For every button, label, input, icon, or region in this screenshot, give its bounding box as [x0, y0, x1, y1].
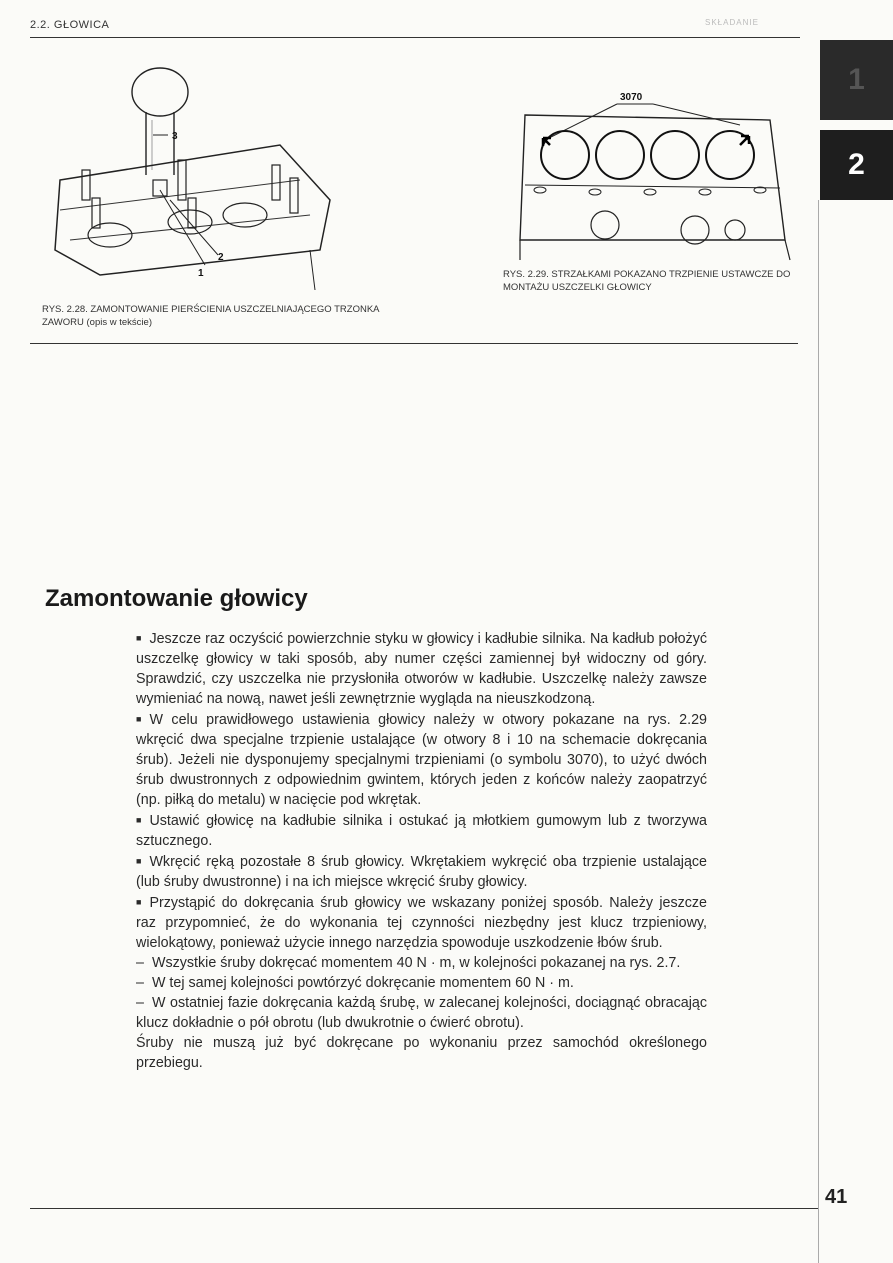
bullet-marker: ■ [136, 815, 142, 825]
callout-1: 1 [198, 268, 204, 279]
dash-item-3 [136, 993, 707, 1033]
side-tab-2 [820, 130, 893, 200]
figure-left-caption-note: (opis w tekście) [86, 317, 152, 328]
figures-bottom-rule [30, 343, 798, 344]
paragraph-3 [136, 810, 707, 851]
paragraph-text: Jeszcze raz oczyścić powierzchnie styku w głowicy i kadłubie silnika. Na kadłub położyć uszczelkę głowicy w taki sposób, aby numer części zamiennej był widoczny od góry. Sprawdzić, czy uszczelka nie przysłoniła otworów w kadłubie. Uszczelkę należy zawsze wymieniać na nową, nawet jeśli zewnętrznie wygląda na nieuszkodzoną. [136, 631, 707, 707]
callout-2: 2 [218, 252, 224, 263]
paragraph-5 [136, 892, 707, 953]
header-right-label: SKŁADANIE [705, 18, 759, 27]
dash-marker: – [136, 995, 144, 1011]
page-number: 41 [825, 1186, 848, 1208]
tool-label-3070: 3070 [620, 92, 643, 103]
dash-item-1 [136, 953, 707, 973]
header-rule [30, 37, 800, 38]
side-tab-1-label: 1 [848, 63, 865, 96]
paragraph-2 [136, 709, 707, 810]
closing-paragraph [136, 1033, 707, 1073]
dash-marker: – [136, 955, 144, 971]
side-tab-1 [820, 40, 893, 120]
figure-left-caption [42, 303, 402, 329]
paragraph-text: W ostatniej fazie dokręcania każdą śrubę, w zalecanej kolejności, dociągnąć obracając klucz dokładnie o pół obrotu (lub dwukrotnie o ćwierć obrotu). [136, 995, 707, 1031]
bullet-marker: ■ [136, 633, 142, 643]
figure-left-caption-text: RYS. 2.28. ZAMONTOWANIE PIERŚCIENIA USZCZELNIAJĄCEGO TRZONKA ZAWORU [42, 304, 379, 328]
footer-rule [30, 1208, 818, 1209]
dash-marker: – [136, 975, 144, 991]
paragraph-text: Przystąpić do dokręcania śrub głowicy we wskazany poniżej sposób. Należy jeszcze raz przypomnieć, że do wykonania tej czynności niezbędny jest klucz trzpieniowy, wielokątowy, ponieważ użycie innego narzędzia spowoduje uszkodzenie łbów śrub. [136, 895, 707, 951]
figure-right-illustration [505, 60, 805, 265]
section-header: 2.2. GŁOWICA [30, 19, 110, 31]
paragraph-1 [136, 628, 707, 709]
section-title: Zamontowanie głowicy [45, 585, 308, 612]
paragraph-4 [136, 851, 707, 892]
paragraph-text: W celu prawidłowego ustawienia głowicy należy w otwory pokazane na rys. 2.29 wkręcić dwa specjalne trzpienie ustalające (w otwory 8 i 10 na schemacie dokręcania śrub). Jeżeli nie dysponujemy specjalnymi trzpieniami (o symbolu 3070), to użyć dwóch śrub dwustronnych z odpowiednim gwintem, których jeden z końców należy zaopatrzyć (np. piłką do metalu) w nacięcie pod wkrętak. [136, 712, 707, 808]
paragraph-text: Ustawić głowicę na kadłubie silnika i ostukać ją młotkiem gumowym lub z tworzywa sztucznego. [136, 813, 707, 849]
paragraph-text: Wkręcić ręką pozostałe 8 śrub głowicy. Wkrętakiem wykręcić oba trzpienie ustalające (lub śruby dwustronne) i na ich miejsce wkręcić śruby głowicy. [136, 854, 707, 890]
callout-3: 3 [172, 131, 178, 142]
bullet-marker: ■ [136, 714, 142, 724]
bullet-marker: ■ [136, 856, 142, 866]
paragraph-text: Śruby nie muszą już być dokręcane po wykonaniu przez samochód określonego przebiegu. [136, 1035, 707, 1071]
paragraph-text: Wszystkie śruby dokręcać momentem 40 N · m, w kolejności pokazanej na rys. 2.7. [151, 955, 681, 971]
figure-left-illustration [40, 50, 340, 290]
bullet-marker: ■ [136, 897, 142, 907]
side-tab-2-label: 2 [848, 148, 865, 181]
paragraph-text: W tej samej kolejności powtórzyć dokręcanie momentem 60 N · m. [151, 975, 574, 991]
body-text [136, 628, 707, 1073]
figure-right-caption: RYS. 2.29. STRZAŁKAMI POKAZANO TRZPIENIE USTAWCZE DO MONTAŻU USZCZELKI GŁOWICY [503, 269, 791, 293]
side-edge-line [818, 200, 819, 1263]
dash-item-2 [136, 973, 707, 993]
